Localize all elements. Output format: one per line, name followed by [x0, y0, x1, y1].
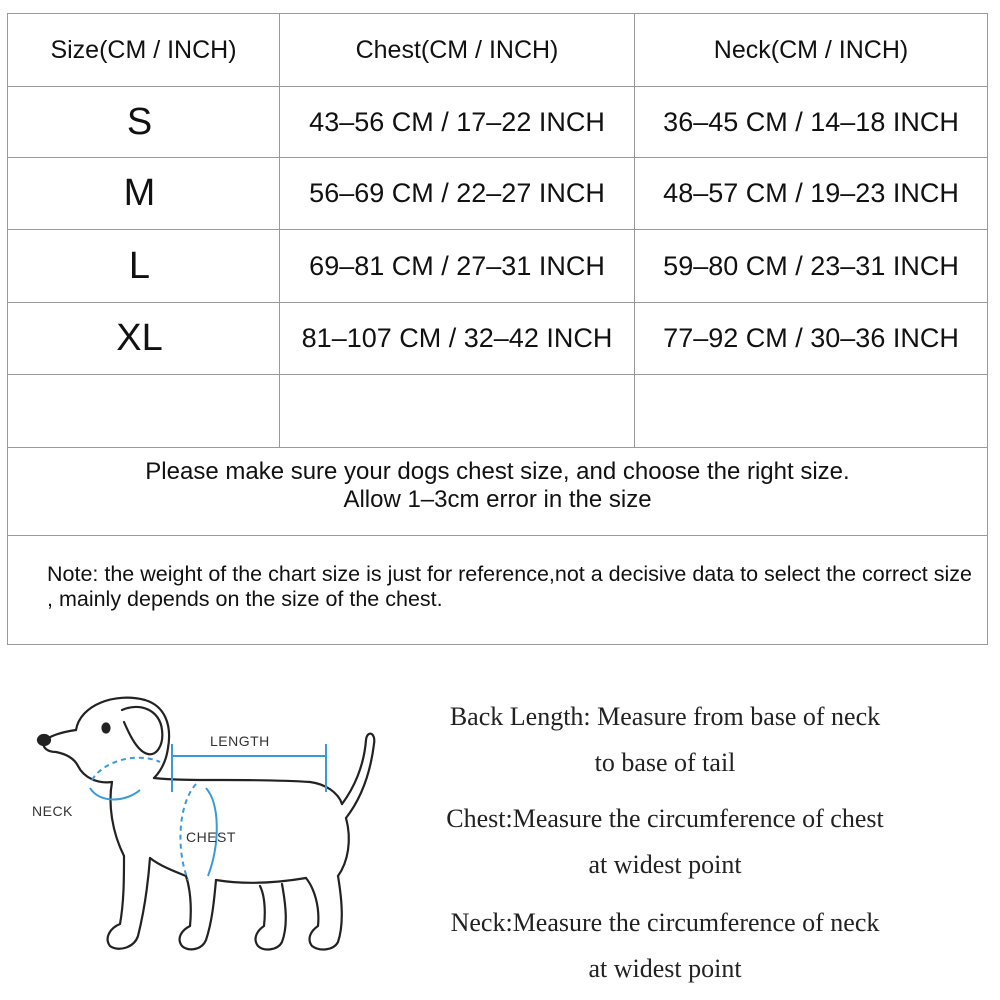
chest-value: 69–81 CM / 27–31 INCH [309, 250, 605, 281]
table-divider [7, 447, 988, 448]
neck-value: 36–45 CM / 14–18 INCH [663, 106, 959, 137]
chest-label: CHEST [186, 829, 236, 845]
size-label: XL [116, 317, 163, 359]
neck-instruction-cont: at widest point [588, 954, 742, 983]
table-divider [7, 535, 988, 536]
chest-instruction-cont: at widest point [588, 850, 742, 879]
neck-instruction: Neck:Measure the circumference of neck [450, 908, 880, 937]
length-label: LENGTH [210, 733, 270, 749]
dog-illustration [20, 680, 400, 995]
table-divider [7, 374, 988, 375]
size-advice-line: Allow 1–3cm error in the size [343, 486, 652, 513]
header-size: Size(CM / INCH) [50, 35, 237, 64]
size-label: S [126, 100, 153, 143]
neck-value: 48–57 CM / 19–23 INCH [663, 178, 959, 208]
neck-label: NECK [32, 803, 73, 819]
chest-value: 56–69 CM / 22–27 INCH [309, 178, 605, 208]
chest-instruction: Chest:Measure the circumference of chest [446, 804, 884, 833]
size-advice-line: Please make sure your dogs chest size, and choose the right size. [145, 458, 850, 485]
size-label: L [128, 244, 151, 287]
chest-value: 81–107 CM / 32–42 INCH [301, 323, 613, 353]
size-advice [7, 458, 988, 514]
dog-measurement-diagram [20, 680, 400, 995]
chest-value: 43–56 CM / 17–22 INCH [309, 106, 605, 137]
size-label: M [123, 172, 156, 214]
neck-value: 59–80 CM / 23–31 INCH [663, 250, 959, 281]
neck-value: 77–92 CM / 30–36 INCH [663, 323, 959, 353]
reference-note: Note: the weight of the chart size is just for reference,not a decisive data to select the correct size , mainly depends on the size of the chest. [47, 562, 972, 611]
header-chest: Chest(CM / INCH) [355, 35, 559, 64]
back-length-instruction-cont: to base of tail [594, 748, 736, 777]
header-neck: Neck(CM / INCH) [713, 35, 909, 64]
back-length-instruction: Back Length: Measure from base of neck [449, 702, 881, 731]
